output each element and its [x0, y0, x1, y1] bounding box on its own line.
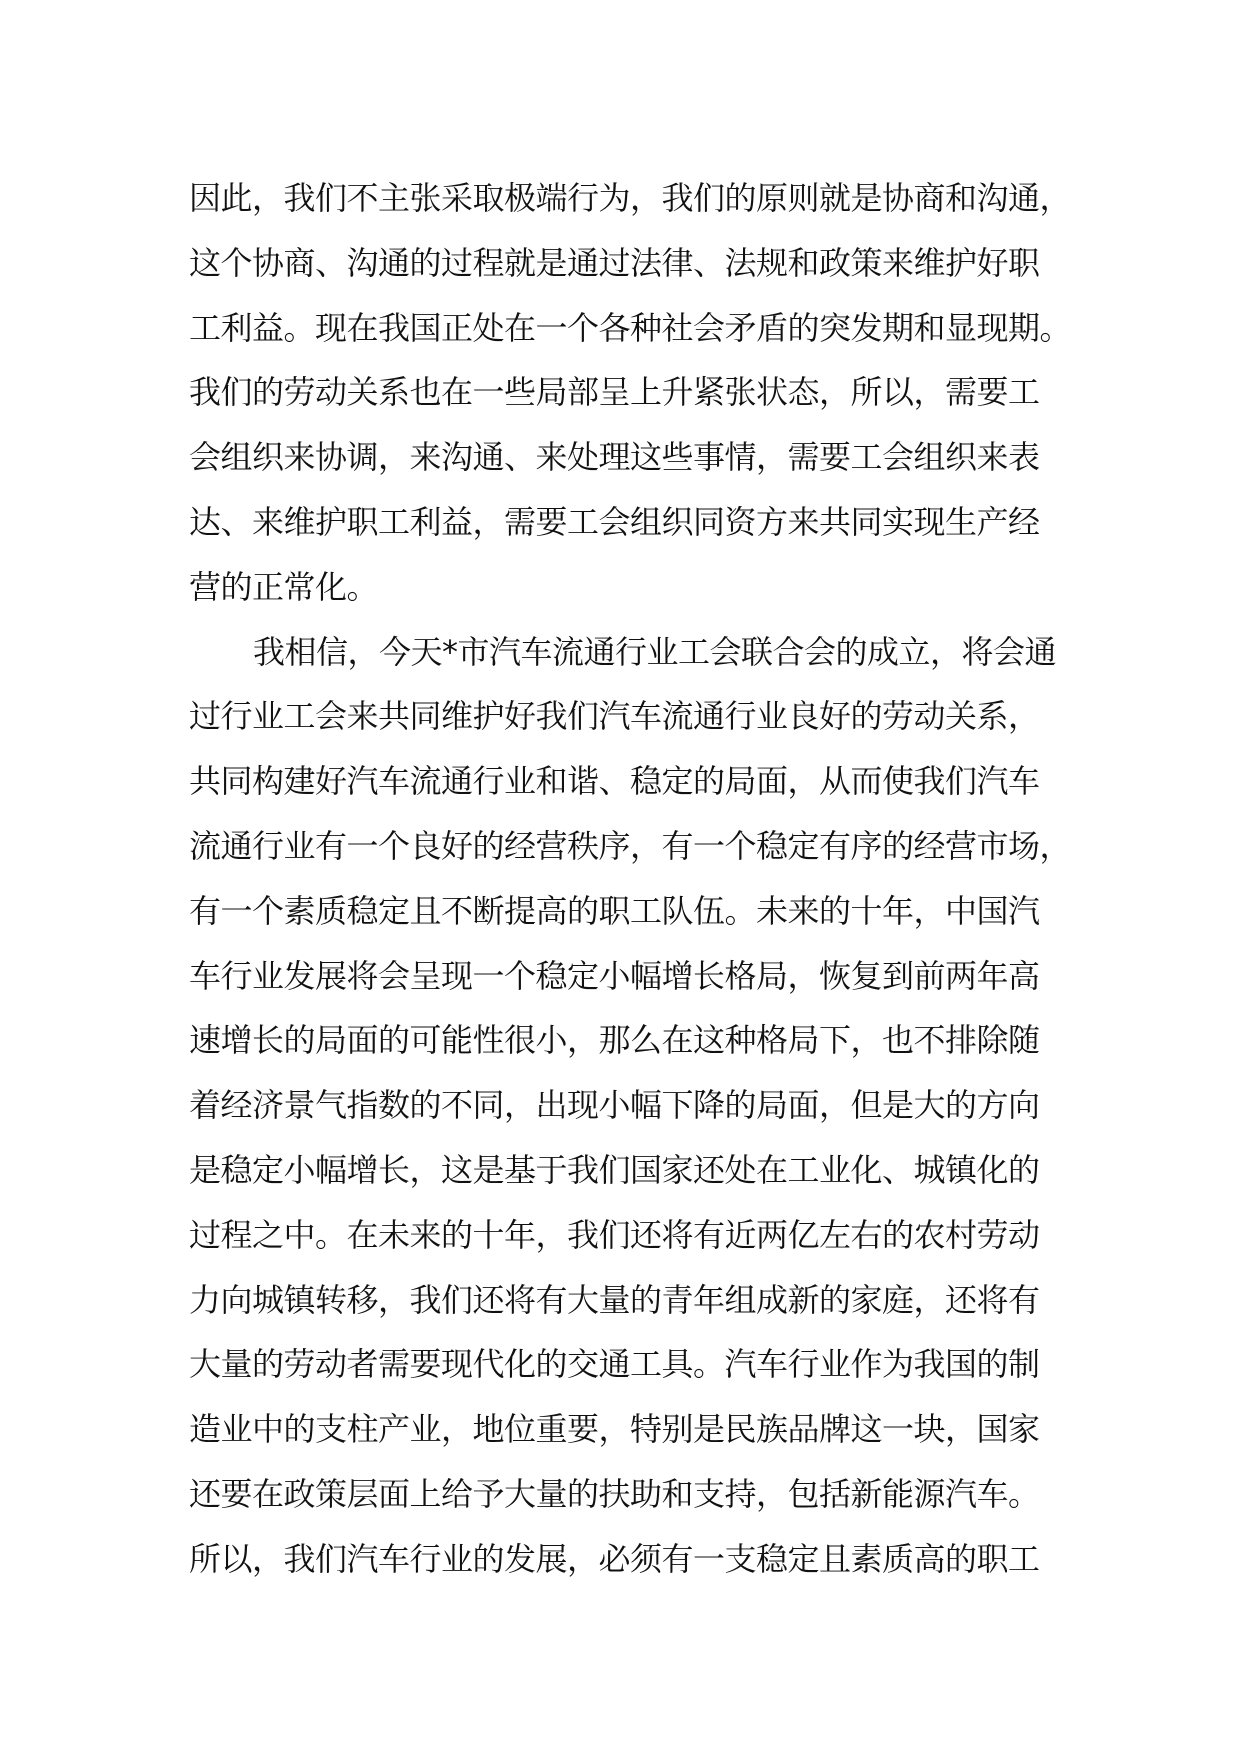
text-line: 这个协商、沟通的过程就是通过法律、法规和政策来维护好职 [189, 243, 1040, 282]
text-line: 造业中的支柱产业，地位重要，特别是民族品牌这一块，国家 [189, 1410, 1040, 1449]
text-line: 工利益。现在我国正处在一个各种社会矛盾的突发期和显现期。 [189, 308, 1072, 347]
paragraph-first-line: 我相信，今天*市汽车流通行业工会联合会的成立，将会通 [253, 632, 1057, 671]
text-line: 过行业工会来共同维护好我们汽车流通行业良好的劳动关系， [189, 697, 1040, 736]
text-line: 速增长的局面的可能性很小，那么在这种格局下，也不排除随 [189, 1021, 1040, 1060]
body-text [189, 166, 1089, 1592]
text-line: 共同构建好汽车流通行业和谐、稳定的局面，从而使我们汽车 [189, 762, 1040, 801]
text-line: 是稳定小幅增长，这是基于我们国家还处在工业化、城镇化的 [189, 1150, 1040, 1189]
text-line: 达、来维护职工利益，需要工会组织同资方来共同实现生产经 [189, 502, 1040, 541]
text-line: 着经济景气指数的不同，出现小幅下降的局面，但是大的方向 [189, 1086, 1040, 1125]
text-line: 大量的劳动者需要现代化的交通工具。汽车行业作为我国的制 [189, 1345, 1040, 1384]
text-line: 流通行业有一个良好的经营秩序，有一个稳定有序的经营市场， [189, 826, 1072, 865]
text-line: 因此，我们不主张采取极端行为，我们的原则就是协商和沟通， [189, 179, 1072, 217]
text-line: 还要在政策层面上给予大量的扶助和支持，包括新能源汽车。 [189, 1474, 1040, 1513]
text-line: 车行业发展将会呈现一个稳定小幅增长格局，恢复到前两年高 [189, 956, 1040, 995]
text-line: 营的正常化。 [189, 567, 379, 606]
text-line: 力向城镇转移，我们还将有大量的青年组成新的家庭，还将有 [189, 1280, 1040, 1319]
text-line: 过程之中。在未来的十年，我们还将有近两亿左右的农村劳动 [189, 1215, 1040, 1254]
text-line: 所以，我们汽车行业的发展，必须有一支稳定且素质高的职工 [189, 1539, 1040, 1578]
text-line: 有一个素质稳定且不断提高的职工队伍。未来的十年，中国汽 [189, 891, 1040, 930]
text-line: 我们的劳动关系也在一些局部呈上升紧张状态，所以，需要工 [189, 373, 1040, 412]
text-line: 会组织来协调，来沟通、来处理这些事情，需要工会组织来表 [189, 438, 1040, 477]
